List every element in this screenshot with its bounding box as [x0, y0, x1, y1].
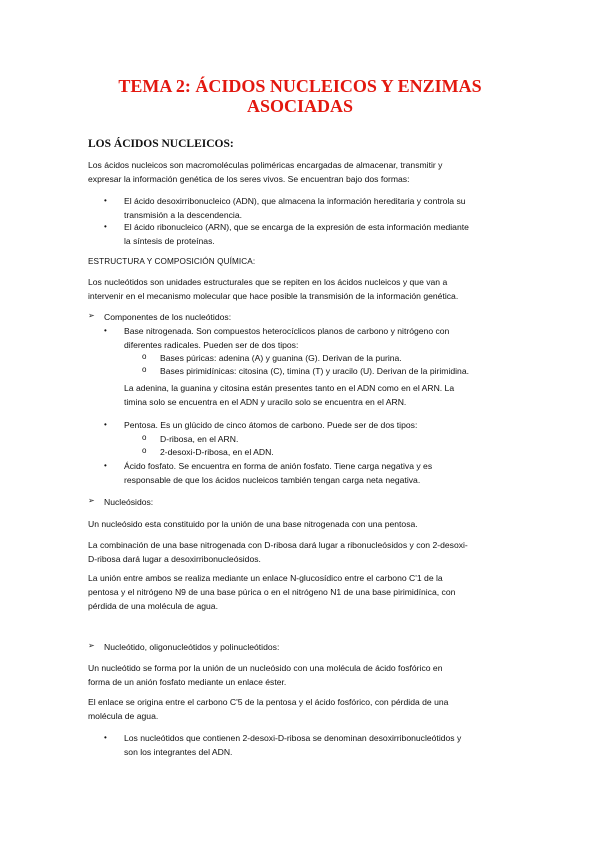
nucleosidos-p3-line1: La unión entre ambos se realiza mediante un enlace N-glucosídico entre el carbono C'1 de la — [88, 573, 443, 583]
section-heading-acidos-nucleicos: LOS ÁCIDOS NUCLEICOS: — [88, 138, 234, 150]
arrow-marker: ➢ — [88, 641, 95, 650]
bases-pirimidinicas: Bases pirimidínicas: citosina (C), timina (T) y uracilo (U). Derivan de la pirimidina. — [160, 366, 469, 376]
nucleotidos-p2-line1: El enlace se origina entre el carbono C'5 de la pentosa y el ácido fosfórico, con pérdida de una — [88, 697, 449, 707]
nucleotidos-heading: Nucleótido, oligonucleótidos y polinucleótidos: — [104, 642, 280, 652]
base-note-line1: La adenina, la guanina y citosina están presentes tanto en el ADN como en el ARN. La — [124, 383, 455, 393]
nucleotidos-p1-line2: forma de un anión fosfato mediante un enlace éster. — [88, 677, 287, 687]
sub-bullet-marker: o — [142, 365, 147, 374]
bullet-marker: • — [104, 420, 107, 429]
nucleosidos-p3-line3: pérdida de una molécula de agua. — [88, 601, 218, 611]
arrow-marker: ➢ — [88, 311, 95, 320]
bullet-marker: • — [104, 326, 107, 335]
components-heading: Componentes de los nucleótidos: — [104, 312, 232, 322]
sub-bullet-marker: o — [142, 433, 147, 442]
bullet-marker: • — [104, 196, 107, 205]
bullet-adn-line2: transmisión a la descendencia. — [124, 210, 242, 220]
bullet-adn-line1: El ácido desoxirribonucleico (ADN), que almacena la información hereditaria y controla su — [124, 196, 466, 206]
acido-fosfato-line1: Ácido fosfato. Se encuentra en forma de anión fosfato. Tiene carga negativa y es — [124, 461, 433, 471]
nucleotidos-bullet-line1: Los nucleótidos que contienen 2-desoxi-D-ribosa se denominan desoxirribonucleótidos y — [124, 733, 462, 743]
arrow-marker: ➢ — [88, 496, 95, 505]
d-ribosa: D-ribosa, en el ARN. — [160, 434, 239, 444]
nucleotidos-bullet-line2: son los integrantes del ADN. — [124, 747, 233, 757]
bullet-marker: • — [104, 222, 107, 231]
nucleotidos-p2-line2: molécula de agua. — [88, 711, 159, 721]
section2-intro-line1: Los nucleótidos son unidades estructurales que se repiten en los ácidos nucleicos y que van a — [88, 277, 448, 287]
nucleosidos-heading: Nucleósidos: — [104, 497, 154, 507]
sub-bullet-marker: o — [142, 446, 147, 455]
bullet-marker: • — [104, 733, 107, 742]
pentosa-line: Pentosa. Es un glúcido de cinco átomos de carbono. Puede ser de dos tipos: — [124, 420, 418, 430]
nucleotidos-p1-line1: Un nucleótido se forma por la unión de un nucleósido con una molécula de ácido fosfórico en — [88, 663, 443, 673]
desoxi-d-ribosa: 2-desoxi-D-ribosa, en el ADN. — [160, 447, 274, 457]
nucleosidos-p1: Un nucleósido esta constituido por la unión de una base nitrogenada con una pentosa. — [88, 519, 418, 529]
bullet-arn-line1: El ácido ribonucleico (ARN), que se encarga de la expresión de esta información mediante — [124, 222, 469, 232]
sub-bullet-marker: o — [142, 352, 147, 361]
section-heading-estructura: ESTRUCTURA Y COMPOSICIÓN QUÍMICA: — [88, 257, 256, 266]
acido-fosfato-line2: responsable de que los ácidos nucleicos también tengan carga neta negativa. — [124, 475, 421, 485]
bases-puricas: Bases púricas: adenina (A) y guanina (G). Derivan de la purina. — [160, 353, 402, 363]
page-title-line2: ASOCIADAS — [246, 96, 354, 116]
base-nitrogenada-line1: Base nitrogenada. Son compuestos heterocíclicos planos de carbono y nitrógeno con — [124, 326, 450, 336]
bullet-marker: • — [104, 461, 107, 470]
nucleosidos-p3-line2: pentosa y el nitrógeno N9 de una base púrica o en el nitrógeno N1 de una base pirimidínica, con — [88, 587, 456, 597]
page-title-line1: TEMA 2: ÁCIDOS NUCLEICOS Y ENZIMAS — [118, 76, 482, 96]
base-nitrogenada-line2: diferentes radicales. Pueden ser de dos tipos: — [124, 340, 299, 350]
section1-intro-line2: expresar la información genética de los seres vivos. Se encuentran bajo dos formas: — [88, 174, 410, 184]
nucleosidos-p2-line2: D-ribosa dará lugar a desoxirribonucleósidos. — [88, 554, 261, 564]
section1-intro-line1: Los ácidos nucleicos son macromoléculas poliméricas encargadas de almacenar, transmitir y — [88, 160, 443, 170]
bullet-arn-line2: la síntesis de proteínas. — [124, 236, 215, 246]
base-note-line2: timina solo se encuentra en el ADN y uracilo solo se encuentra en el ARN. — [124, 397, 407, 407]
section2-intro-line2: intervenir en el mecanismo molecular que hace posible la transmisión de la información genética. — [88, 291, 459, 301]
nucleosidos-p2-line1: La combinación de una base nitrogenada con D-ribosa dará lugar a ribonucleósidos y con 2-desoxi- — [88, 540, 468, 550]
